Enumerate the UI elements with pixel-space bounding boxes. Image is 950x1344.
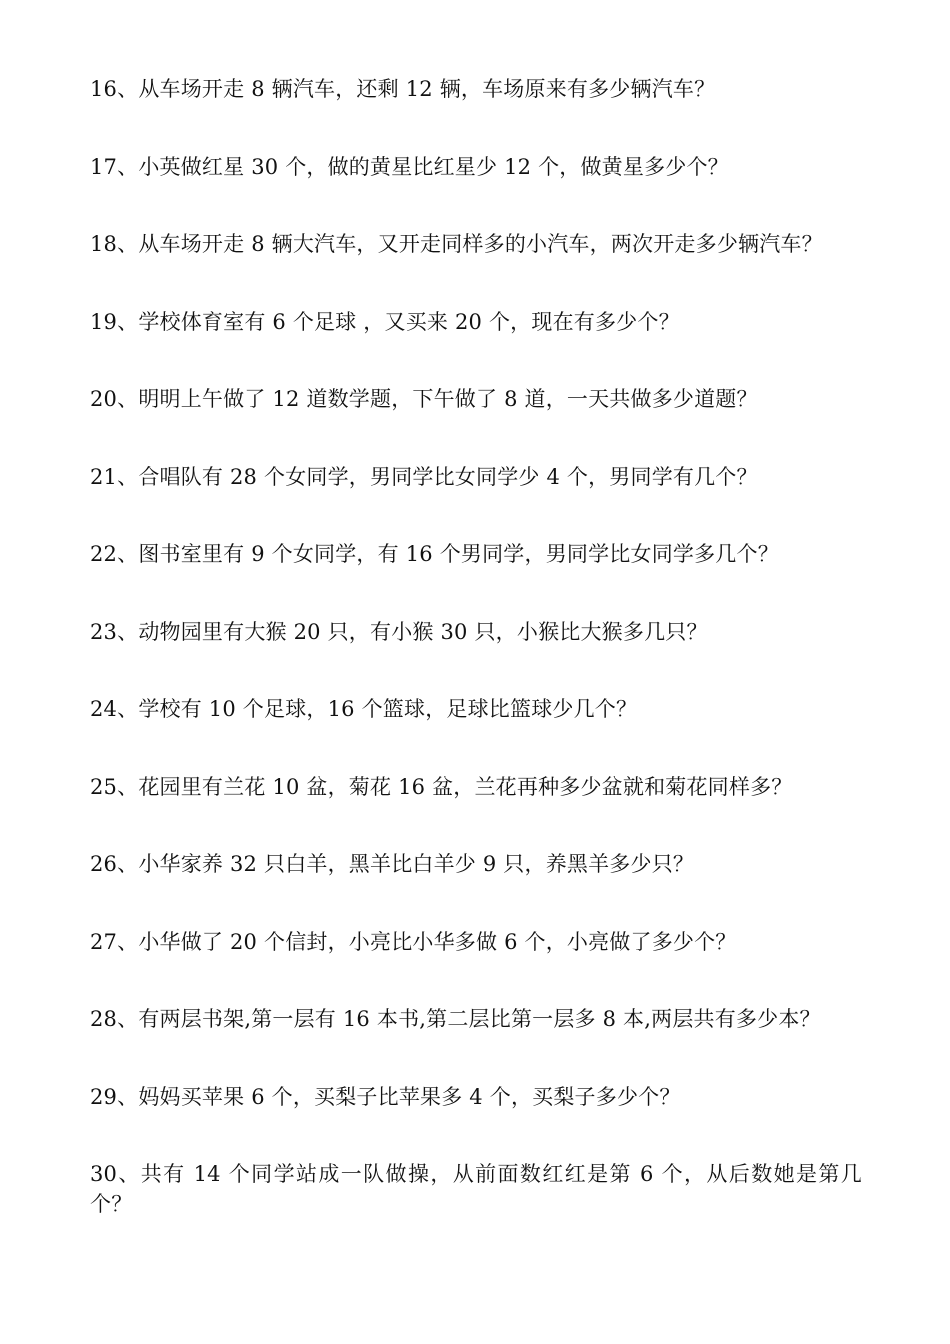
problem-25: 25、花园里有兰花 10 盆，菊花 16 盆，兰花再种多少盆就和菊花同样多？ [90, 774, 793, 799]
problem-28: 28、有两层书架,第一层有 16 本书,第二层比第一层多 8 本,两层共有多少本？ [90, 1007, 821, 1031]
problem-17: 17、小英做红星 30 个，做的黄星比红星少 12 个，做黄星多少个？ [90, 154, 729, 179]
problem-16: 16、从车场开走 8 辆汽车，还剩 12 辆，车场原来有多少辆汽车？ [90, 77, 716, 101]
word-problem-list [90, 74, 862, 1219]
problem-23: 23、动物园里有大猴 20 只，有小猴 30 只，小猴比大猴多几只？ [90, 619, 708, 644]
problem-30: 30、共有 14 个同学站成一队做操，从前面数红红是第 6 个，从后数她是第几个？ [90, 1162, 862, 1216]
problem-27: 27、小华做了 20 个信封，小亮比小华多做 6 个，小亮做了多少个？ [90, 929, 737, 954]
problem-29: 29、妈妈买苹果 6 个，买梨子比苹果多 4 个，买梨子多少个？ [90, 1084, 681, 1109]
problem-19: 19、学校体育室有 6 个足球 ，又买来 20 个，现在有多少个？ [90, 309, 680, 334]
problem-18: 18、从车场开走 8 辆大汽车，又开走同样多的小汽车，两次开走多少辆汽车？ [90, 232, 823, 256]
problem-22: 22、图书室里有 9 个女同学，有 16 个男同学，男同学比女同学多几个？ [90, 542, 779, 566]
problem-26: 26、小华家养 32 只白羊，黑羊比白羊少 9 只，养黑羊多少只？ [90, 852, 695, 876]
problem-21: 21、合唱队有 28 个女同学，男同学比女同学少 4 个，男同学有几个？ [90, 464, 758, 489]
problem-20: 20、明明上午做了 12 道数学题，下午做了 8 道，一天共做多少道题？ [90, 387, 758, 411]
problem-24: 24、学校有 10 个足球，16 个篮球，足球比篮球少几个？ [90, 697, 638, 721]
